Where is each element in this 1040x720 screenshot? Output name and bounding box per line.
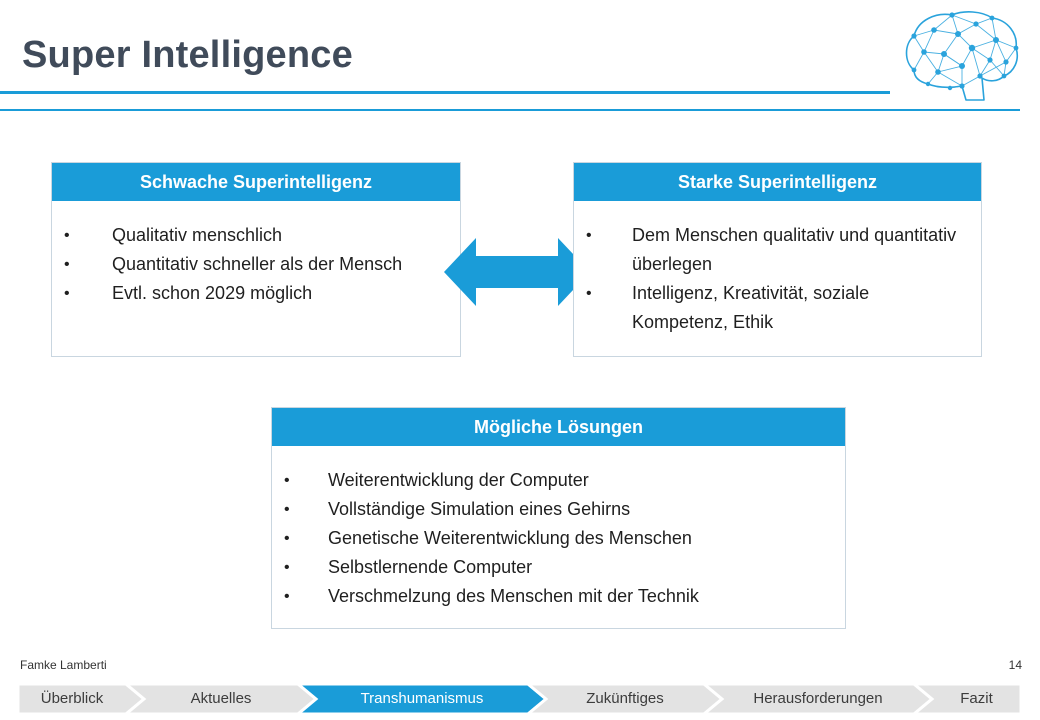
card-strong-superintelligence: [573, 162, 982, 357]
header-divider: [0, 109, 1020, 111]
bullet-list: [574, 201, 981, 337]
brain-network-icon: [900, 8, 1022, 104]
card-heading: Schwache Superintelligenz: [52, 163, 460, 201]
list-item: • Quantitativ schneller als der Mensch: [112, 250, 436, 279]
nav-item-ueberblick[interactable]: Überblick: [40, 690, 104, 707]
bullet-list: [52, 201, 460, 308]
bullet-list: [272, 446, 845, 611]
nav-item-fazit[interactable]: Fazit: [960, 690, 993, 707]
nav-item-herausforderungen[interactable]: Herausforderungen: [753, 690, 883, 707]
section-navigation-bar: [18, 684, 1021, 714]
list-item: • Evtl. schon 2029 möglich: [112, 279, 436, 308]
list-item: • Dem Menschen qualitativ und quantitativ überlegen: [632, 221, 957, 279]
list-item: • Qualitativ menschlich: [112, 221, 436, 250]
page-number: 14: [1008, 658, 1022, 672]
list-item: • Selbstlernende Computer: [328, 553, 821, 582]
card-heading: Mögliche Lösungen: [272, 408, 845, 446]
list-item: • Intelligenz, Kreativität, soziale Kompetenz, Ethik: [632, 279, 957, 337]
card-weak-superintelligence: [51, 162, 461, 357]
nav-item-transhumanismus[interactable]: Transhumanismus: [360, 690, 484, 707]
slide-title: Super Intelligence: [22, 34, 353, 76]
card-heading: Starke Superintelligenz: [574, 163, 981, 201]
footer-author: Famke Lamberti: [20, 658, 107, 672]
list-item: • Genetische Weiterentwicklung des Menschen: [328, 524, 821, 553]
title-underline: [0, 91, 890, 94]
nav-item-zukuenftiges[interactable]: Zukünftiges: [586, 690, 664, 707]
nav-item-aktuelles[interactable]: Aktuelles: [190, 690, 252, 707]
list-item: • Verschmelzung des Menschen mit der Technik: [328, 582, 821, 611]
list-item: • Weiterentwicklung der Computer: [328, 466, 821, 495]
card-possible-solutions: [271, 407, 846, 629]
list-item: • Vollständige Simulation eines Gehirns: [328, 495, 821, 524]
double-arrow-icon: [444, 238, 590, 306]
